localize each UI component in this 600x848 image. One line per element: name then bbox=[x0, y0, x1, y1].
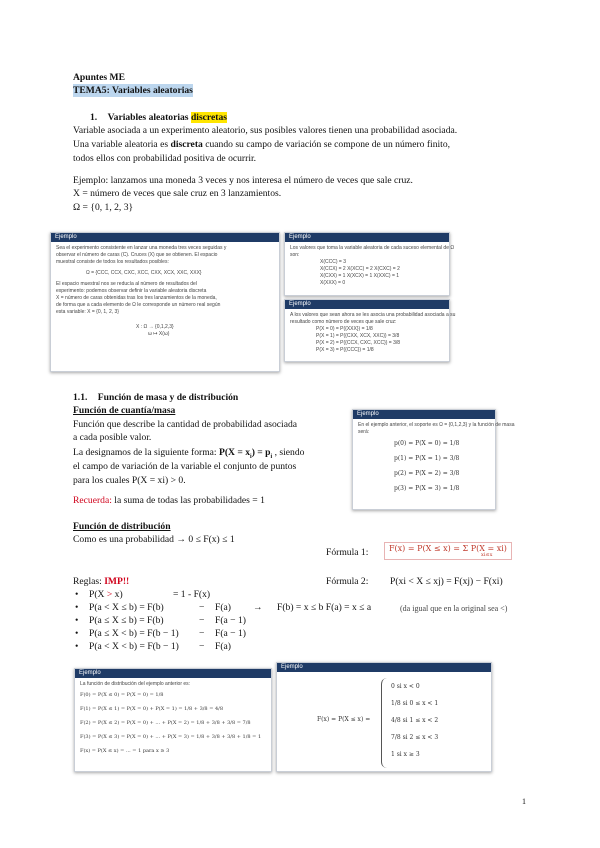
topic-title: TEMA5: Variables aleatorias bbox=[73, 85, 193, 96]
section-number: 1. bbox=[90, 112, 98, 123]
formula-2: P(xi < X ≤ xj) = F(xj) − F(xi) bbox=[390, 576, 503, 587]
rules-label: Reglas: IMP!! bbox=[73, 576, 130, 587]
rule-item: • P(X > x) = 1 - F(x) bbox=[73, 588, 533, 601]
example-box-probabilities: Ejemplo A los valores que sean ahora se les asocia una probabilidad asociada a su resultado como número de veces que sale cruz: P(X = 0) = P({XXX}) = 1/8 P(X = 1) = P({CXX, XCX, XXC}) = 3/8 P(X = 2) = P({CCX, CXC, XCC}) = 3/8 P(X = 3) = P({CCC}) = 1/8 bbox=[284, 299, 450, 362]
mass-desc-4: el campo de variación de la variable el conjunto de puntos bbox=[73, 461, 297, 472]
rules-list bbox=[73, 588, 533, 653]
mass-desc-2: a cada posible valor. bbox=[73, 432, 152, 443]
distribution-heading: Función de distribución bbox=[73, 521, 171, 532]
section-1-1-heading: 1.1. Función de masa y de distribución bbox=[73, 392, 239, 403]
definition-line-1: Variable asociada a un experimento aleatorio, sus posibles valores tienen una probabilidad asociada. bbox=[73, 125, 458, 136]
mass-desc-5: para los cuales P(X = xi) > 0. bbox=[73, 475, 186, 486]
example-line-2: X = número de veces que sale cruz en 3 lanzamientos. bbox=[73, 188, 282, 199]
rule-item: • P(a < X < b) = F(b − 1) − F(a) bbox=[73, 640, 533, 653]
definition-line-3: todos ellos con probabilidad positiva de ocurrir. bbox=[73, 153, 257, 164]
mass-desc-1: Función que describe la cantidad de probabilidad asociada bbox=[73, 419, 298, 430]
formula-1: F(x) = P(X ≤ x) = Σ P(X = xi) xi≤x bbox=[384, 542, 512, 560]
section-heading-highlight: discretas bbox=[190, 112, 227, 123]
example-box-distribution-values: Ejemplo La función de distribución del ejemplo anterior es: F(0) = P(X ≤ 0) = P(X = 0) = 1/8 F(1) = P(X ≤ 1) = P(X = 0) + P(X = 1) = 1/8 + 3/8 = 4/8 F(2) = P(X ≤ 2) = P(X = 0) + ... + P(X = 2) = 1/8 + 3/8 + 3/8 = 7/8 F(3) = P(X ≤ 3) = P(X = 0) + ... + P(X = 3) = 1/8 + 3/8 + 3/8 + 1/8 = 1 F(x) = P(X ≤ x) = ... = 1 para x ≥ 3 bbox=[74, 668, 272, 772]
formula-1-label: Fórmula 1: bbox=[326, 547, 369, 558]
rule-item: • P(a < X ≤ b) = F(b) − F(a) → F(b) = x ≤ b F(a) = x ≤ a (da igual que en la original sea <) bbox=[73, 601, 533, 614]
remember-note: Recuerda: la suma de todas las probabilidades = 1 bbox=[73, 495, 265, 506]
example-line-1: Ejemplo: lanzamos una moneda 3 veces y nos interesa el número de veces que sale cruz. bbox=[73, 175, 413, 186]
mass-desc-3: La designamos de la siguiente forma: $P(X = x_i) = p_i$ , siendo bbox=[73, 447, 305, 460]
example-line-3: Ω = {0, 1, 2, 3} bbox=[73, 202, 134, 213]
section-1-heading bbox=[90, 111, 227, 124]
example-box-experiment: Ejemplo Sea el experimento consistente en lanzar una moneda tres veces seguidas y observar el número de caras (C). Cruces (X) que se obtienen. El espacio muestral consiste de todos los resultados posibles: Ω = {CCC, CCX, CXC, XCC, CXX, XCX, XXC, XXX} El espacio muestral nos se reducía al número de resultados del experimento: podemos observar definir la variable aleatoria discreta X = número de caras obtenidas tras los tres lanzamientos de la moneda, de forma que a cada elemento de Ω le corresponde un número real según esta variable: X = {0, 1, 2, 3} X : Ω → {0,1,2,3} ω ↦ X(ω) bbox=[50, 232, 280, 372]
example-box-values: Ejemplo Los valores que toma la variable aleatoria de cada suceso elemental de Ω son: X(CCC) = 3 X(CCX) = 2 X(XCC) = 2 X(CXC) = 2 X(CXX) = 1 X(XCX) = 1 X(XXC) = 1 X(XXX) = 0 bbox=[284, 232, 450, 296]
example-box-mass-function: Ejemplo En el ejemplo anterior, el soporte es Ω = {0,1,2,3} y la función de masa será: p(0) = P(X = 0) = 1/8 p(1) = P(X = 1) = 3/8 p(2) = P(X = 2) = 3/8 p(3) = P(X = 3) = 1/8 bbox=[352, 409, 496, 510]
formula-2-label: Fórmula 2: bbox=[326, 576, 369, 587]
example-box-distribution-piecewise: Ejemplo F(x) = P(X ≤ x) = 0 si x < 0 1/8 si 0 ≤ x < 1 4/8 si 1 ≤ x < 2 7/8 si 2 ≤ x < 3 1 si x ≥ 3 bbox=[276, 662, 492, 772]
section-heading-text: Variables aleatorias bbox=[107, 112, 191, 123]
rule-item: • P(a ≤ X ≤ b) = F(b) − F(a − 1) bbox=[73, 614, 533, 627]
distribution-range: Como es una probabilidad → 0 ≤ F(x) ≤ 1 bbox=[73, 534, 235, 545]
mass-function-heading: Función de cuantía/masa bbox=[73, 405, 176, 416]
piecewise-brace bbox=[381, 678, 387, 768]
rule-item: • P(a ≤ X < b) = F(b − 1) − F(a − 1) bbox=[73, 627, 533, 640]
definition-line-2: Una variable aleatoria es discreta cuando su campo de variación se compone de un número finito, bbox=[73, 139, 451, 150]
example-box-head: Ejemplo bbox=[51, 233, 279, 242]
page-number: 1 bbox=[522, 797, 526, 806]
document-title: Apuntes ME bbox=[73, 72, 125, 83]
